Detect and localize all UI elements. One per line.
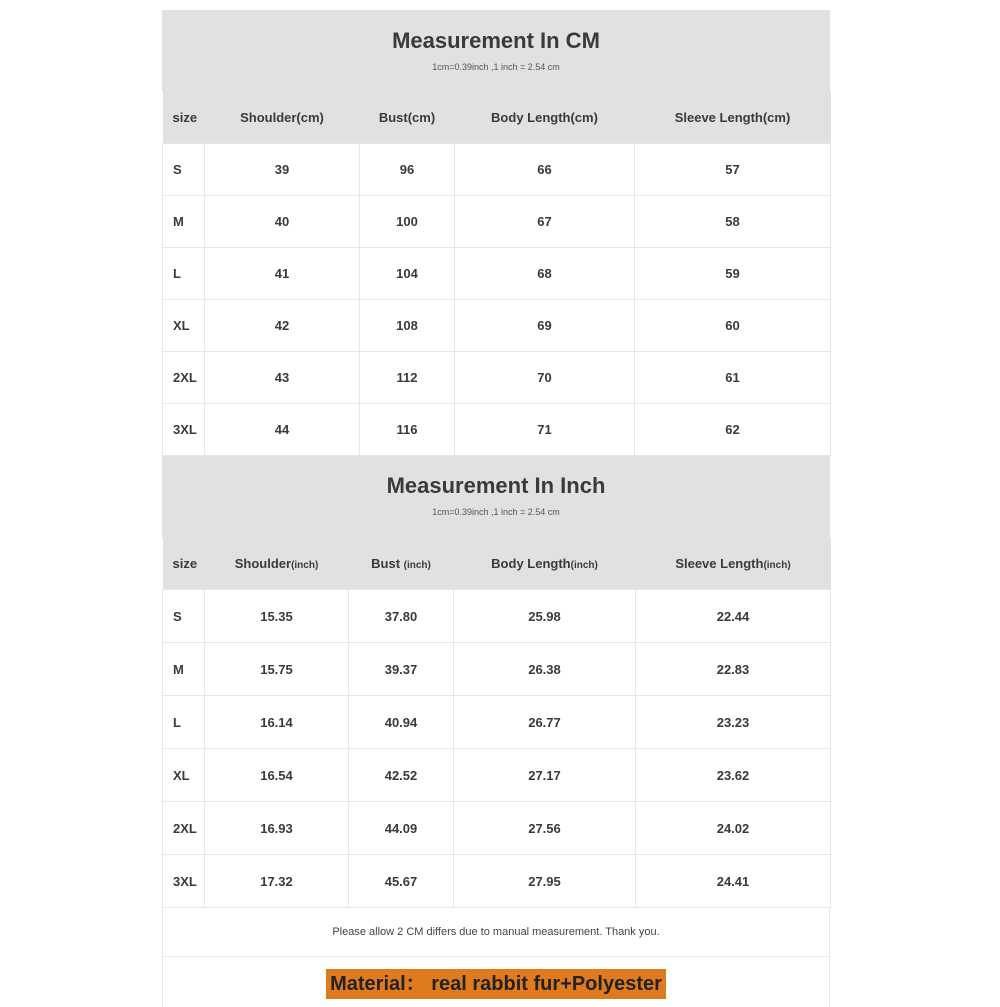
- inch-col-body-length-unit: (inch): [570, 560, 598, 571]
- cm-table-cell: 62: [635, 404, 831, 456]
- inch-table-row: [163, 802, 831, 855]
- inch-table-cell: 45.67: [349, 855, 454, 908]
- measurement-note: Please allow 2 CM differs due to manual measurement. Thank you.: [162, 908, 830, 957]
- inch-table-cell: 22.44: [636, 590, 831, 643]
- size-chart: [162, 10, 830, 1007]
- cm-table-cell: 116: [360, 404, 455, 456]
- inch-col-shoulder: [205, 538, 349, 590]
- cm-table-cell: L: [163, 248, 205, 300]
- cm-table-cell: 58: [635, 196, 831, 248]
- cm-table-cell: 60: [635, 300, 831, 352]
- inch-table-cell: 39.37: [349, 643, 454, 696]
- inch-col-sleeve-length-label: Sleeve Length: [675, 556, 764, 571]
- inch-table-cell: 3XL: [163, 855, 205, 908]
- cm-section-title: Measurement In CM: [392, 28, 600, 53]
- inch-table-cell: 42.52: [349, 749, 454, 802]
- cm-col-shoulder: Shoulder(cm): [205, 92, 360, 144]
- inch-col-bust: [349, 538, 454, 590]
- cm-table-cell: S: [163, 144, 205, 196]
- inch-section-title: Measurement In Inch: [386, 473, 606, 498]
- inch-table-cell: 23.62: [636, 749, 831, 802]
- cm-col-bust: Bust(cm): [360, 92, 455, 144]
- inch-table-cell: 27.56: [454, 802, 636, 855]
- inch-table-cell: XL: [163, 749, 205, 802]
- cm-table-cell: 39: [205, 144, 360, 196]
- cm-table: [162, 92, 831, 456]
- cm-table-row: [163, 300, 831, 352]
- cm-table-row: [163, 352, 831, 404]
- inch-col-shoulder-unit: (inch): [291, 560, 319, 571]
- cm-table-cell: 59: [635, 248, 831, 300]
- cm-table-cell: 112: [360, 352, 455, 404]
- inch-table-cell: 16.54: [205, 749, 349, 802]
- cm-col-sleeve-length: Sleeve Length(cm): [635, 92, 831, 144]
- inch-table-cell: 16.14: [205, 696, 349, 749]
- cm-header-row: [163, 92, 831, 144]
- inch-section-header: [162, 456, 830, 538]
- cm-table-cell: 40: [205, 196, 360, 248]
- inch-col-body-length: [454, 538, 636, 590]
- inch-table-cell: 17.32: [205, 855, 349, 908]
- cm-col-size: size: [163, 92, 205, 144]
- cm-table-row: [163, 404, 831, 456]
- cm-table-cell: XL: [163, 300, 205, 352]
- inch-table-cell: 2XL: [163, 802, 205, 855]
- cm-table-cell: 96: [360, 144, 455, 196]
- inch-col-bust-label: Bust: [371, 556, 404, 571]
- cm-table-cell: M: [163, 196, 205, 248]
- inch-table-cell: S: [163, 590, 205, 643]
- inch-table-cell: 37.80: [349, 590, 454, 643]
- cm-table-row: [163, 144, 831, 196]
- inch-col-shoulder-label: Shoulder: [234, 556, 292, 571]
- inch-table-cell: 15.35: [205, 590, 349, 643]
- inch-table-row: [163, 749, 831, 802]
- inch-table-cell: 23.23: [636, 696, 831, 749]
- cm-table-cell: 70: [455, 352, 635, 404]
- cm-table-row: [163, 248, 831, 300]
- inch-col-sleeve-length-unit: (inch): [763, 560, 791, 571]
- cm-table-cell: 71: [455, 404, 635, 456]
- inch-table-cell: 27.95: [454, 855, 636, 908]
- cm-table-cell: 69: [455, 300, 635, 352]
- inch-table-cell: 40.94: [349, 696, 454, 749]
- inch-col-bust-unit: (inch): [403, 560, 431, 571]
- cm-table-cell: 108: [360, 300, 455, 352]
- inch-table-cell: 24.02: [636, 802, 831, 855]
- inch-section-subtitle: 1cm=0.39inch ,1 inch = 2.54 cm: [432, 507, 560, 517]
- inch-col-sleeve-length: [636, 538, 831, 590]
- cm-section-header: [162, 10, 830, 92]
- inch-col-body-length-label: Body Length: [491, 556, 571, 571]
- inch-table-cell: 26.38: [454, 643, 636, 696]
- cm-table-cell: 104: [360, 248, 455, 300]
- cm-table-cell: 61: [635, 352, 831, 404]
- inch-table-cell: 26.77: [454, 696, 636, 749]
- inch-table-cell: 44.09: [349, 802, 454, 855]
- inch-table-cell: M: [163, 643, 205, 696]
- cm-section-subtitle: 1cm=0.39inch ,1 inch = 2.54 cm: [432, 62, 560, 72]
- material-label: Material： real rabbit fur+Polyester: [326, 969, 666, 999]
- cm-table-cell: 100: [360, 196, 455, 248]
- cm-table-row: [163, 196, 831, 248]
- inch-table-row: [163, 590, 831, 643]
- inch-table-cell: 25.98: [454, 590, 636, 643]
- inch-table-row: [163, 696, 831, 749]
- inch-table-row: [163, 643, 831, 696]
- cm-table-cell: 67: [455, 196, 635, 248]
- cm-table-cell: 66: [455, 144, 635, 196]
- cm-table-cell: 41: [205, 248, 360, 300]
- cm-table-cell: 44: [205, 404, 360, 456]
- inch-header-row: [163, 538, 831, 590]
- inch-col-size: [163, 538, 205, 590]
- inch-table-row: [163, 855, 831, 908]
- inch-table-cell: 27.17: [454, 749, 636, 802]
- inch-table-cell: 16.93: [205, 802, 349, 855]
- cm-col-body-length: Body Length(cm): [455, 92, 635, 144]
- inch-table-cell: L: [163, 696, 205, 749]
- cm-table-cell: 2XL: [163, 352, 205, 404]
- inch-col-size-label: size: [172, 556, 198, 571]
- inch-table-cell: 22.83: [636, 643, 831, 696]
- cm-table-cell: 57: [635, 144, 831, 196]
- cm-table-cell: 3XL: [163, 404, 205, 456]
- cm-table-cell: 43: [205, 352, 360, 404]
- inch-table: [162, 538, 831, 908]
- cm-table-cell: 42: [205, 300, 360, 352]
- inch-table-cell: 24.41: [636, 855, 831, 908]
- inch-table-cell: 15.75: [205, 643, 349, 696]
- cm-table-cell: 68: [455, 248, 635, 300]
